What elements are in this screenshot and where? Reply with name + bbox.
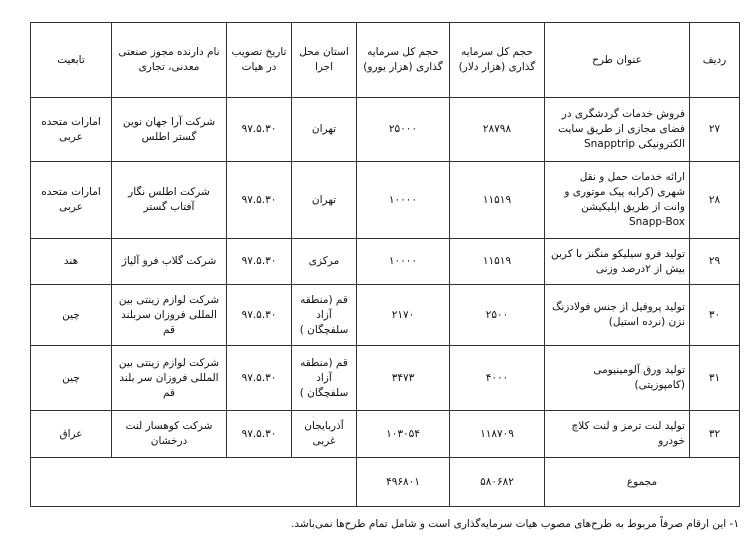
cell-date: ۹۷.۵.۳۰ — [227, 239, 292, 285]
cell-holder: شرکت اطلس نگار آفتاب گستر — [112, 162, 227, 239]
cell-holder: شرکت آرا جهان نوین گستر اطلس — [112, 98, 227, 162]
cell-row-no: ۲۹ — [690, 239, 740, 285]
total-empty-cell — [31, 458, 357, 507]
table-row — [31, 239, 740, 285]
total-label: مجموع — [545, 458, 740, 507]
investment-table — [30, 22, 740, 507]
table-row — [31, 346, 740, 411]
cell-row-no: ۳۰ — [690, 285, 740, 346]
cell-title: تولید ورق آلومینیومی (کامپوزیتی) — [545, 346, 690, 411]
cell-date: ۹۷.۵.۳۰ — [227, 98, 292, 162]
cell-date: ۹۷.۵.۳۰ — [227, 346, 292, 411]
cell-eur: ۲۱۷۰ — [357, 285, 450, 346]
cell-nationality: چین — [31, 346, 112, 411]
header-row — [31, 23, 740, 98]
cell-nationality: چین — [31, 285, 112, 346]
cell-usd: ۲۸۷۹۸ — [450, 98, 545, 162]
total-usd: ۵۸۰۶۸۲ — [450, 458, 545, 507]
header-location: استان محل اجرا — [292, 23, 357, 98]
cell-title: فروش خدمات گردشگری در فضای مجازی از طریق سایت الکترونیکی Snapptrip — [545, 98, 690, 162]
cell-location: تهران — [292, 98, 357, 162]
cell-location: آذربایجان غربی — [292, 411, 357, 458]
header-nationality: تابعیت — [31, 23, 112, 98]
cell-eur: ۱۰۳۰۵۴ — [357, 411, 450, 458]
footnote: ۱- این ارقام صرفاً مربوط به طرح‌های مصوب هیات سرمایه‌گذاری است و شامل تمام طرح‌ها نمی‌باشد. — [291, 518, 739, 530]
cell-holder: شرکت لوازم زینتی بین المللی فروزان سربلند قم — [112, 285, 227, 346]
cell-location: تهران — [292, 162, 357, 239]
total-row — [31, 458, 740, 507]
cell-nationality: هند — [31, 239, 112, 285]
cell-location: مرکزی — [292, 239, 357, 285]
table-row — [31, 98, 740, 162]
cell-title: تولید پروفیل از جنس فولادزنگ نزن (نرده استیل) — [545, 285, 690, 346]
cell-nationality: امارات متحده عربی — [31, 98, 112, 162]
cell-location: قم (منطقه آزاد سلفچگان ) — [292, 285, 357, 346]
cell-date: ۹۷.۵.۳۰ — [227, 162, 292, 239]
cell-usd: ۱۱۸۷۰۹ — [450, 411, 545, 458]
cell-location: قم (منطقه آزاد سلفچگان ) — [292, 346, 357, 411]
cell-usd: ۲۵۰۰ — [450, 285, 545, 346]
table-row — [31, 162, 740, 239]
cell-date: ۹۷.۵.۳۰ — [227, 285, 292, 346]
cell-row-no: ۳۱ — [690, 346, 740, 411]
cell-eur: ۱۰۰۰۰ — [357, 239, 450, 285]
header-usd: حجم کل سرمایه گذاری (هزار دلار) — [450, 23, 545, 98]
header-date: تاریخ تصویب در هیات — [227, 23, 292, 98]
cell-nationality: امارات متحده عربی — [31, 162, 112, 239]
cell-date: ۹۷.۵.۳۰ — [227, 411, 292, 458]
cell-title: ارائه خدمات حمل و نقل شهری (کرایه پیک موتوری و وانت از طریق اپلیکیشن Snapp-Box — [545, 162, 690, 239]
cell-nationality: عراق — [31, 411, 112, 458]
total-eur: ۴۹۶۸۰۱ — [357, 458, 450, 507]
cell-row-no: ۲۸ — [690, 162, 740, 239]
cell-title: تولید فرو سیلیکو منگنز با کربن بیش از ۲درصد وزنی — [545, 239, 690, 285]
cell-holder: شرکت گلاب فرو آلیاژ — [112, 239, 227, 285]
table-row — [31, 285, 740, 346]
cell-row-no: ۲۷ — [690, 98, 740, 162]
cell-row-no: ۳۲ — [690, 411, 740, 458]
header-row-no: ردیف — [690, 23, 740, 98]
header-eur: حجم کل سرمایه گذاری (هزار یورو) — [357, 23, 450, 98]
cell-eur: ۳۴۷۳ — [357, 346, 450, 411]
table-row — [31, 411, 740, 458]
header-title: عنوان طرح — [545, 23, 690, 98]
cell-eur: ۲۵۰۰۰ — [357, 98, 450, 162]
cell-usd: ۴۰۰۰ — [450, 346, 545, 411]
cell-title: تولید لنت ترمز و لنت کلاچ خودرو — [545, 411, 690, 458]
cell-usd: ۱۱۵۱۹ — [450, 162, 545, 239]
cell-holder: شرکت لوازم زینتی بین المللی فروزان سر بلند قم — [112, 346, 227, 411]
cell-holder: شرکت کوهسار لنت درخشان — [112, 411, 227, 458]
investment-table-container — [30, 22, 739, 507]
header-holder: نام دارنده مجوز صنعتی معدنی، تجاری — [112, 23, 227, 98]
cell-usd: ۱۱۵۱۹ — [450, 239, 545, 285]
cell-eur: ۱۰۰۰۰ — [357, 162, 450, 239]
